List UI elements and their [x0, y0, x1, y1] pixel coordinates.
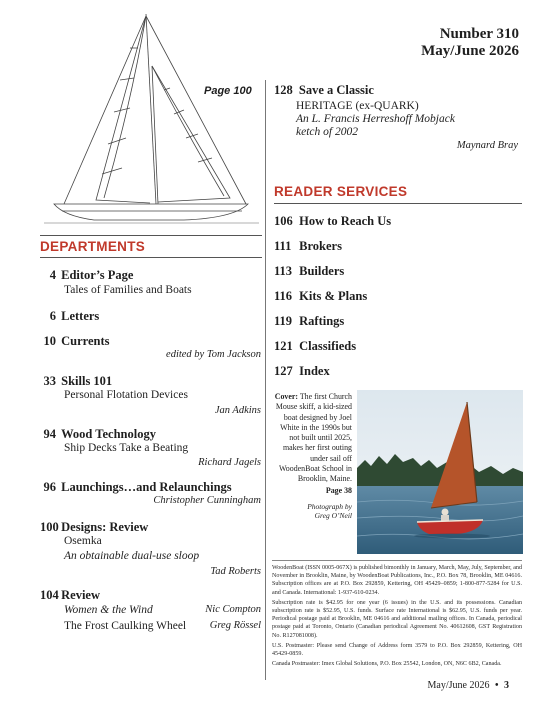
- dept-designs-review[interactable]: 100 Designs: Review: [40, 520, 149, 534]
- dept-designs-review-sub2: An obtainable dual-use sloop: [64, 550, 200, 562]
- pub-info-p2: Subscription rate is $42.95 for one year (6 issues) in the U.S. and its possessions. Canadian subscription rate is $52.95, U.S. funds. Surface rate International is $62.95, U.S. funds per year. Periodical postage paid at Brooklin, ME 04616 and additional mailing offices. In Canada, periodical postage paid at Toronto, Ontario (Canadian periodical Agreement No. 40612608, GST Registration No. R127081008).: [272, 599, 522, 639]
- dept-launchings[interactable]: 96 Launchings…and Relaunchings: [43, 480, 232, 494]
- rs-item-index[interactable]: 127 Index: [274, 364, 330, 378]
- footer: [428, 680, 509, 691]
- page-ref-top: Page 100: [204, 85, 252, 97]
- save-classic-title: Save a Classic: [298, 83, 374, 97]
- dept-launchings-author: Christopher Cunningham: [153, 495, 261, 506]
- dept-editors-page[interactable]: 4 Editor’s Page: [49, 268, 134, 282]
- save-classic-line-3: ketch of 2002: [296, 126, 358, 138]
- issue-info: [421, 26, 519, 60]
- dept-designs-review-sub: Osemka: [64, 535, 102, 547]
- dept-skills-101-sub: Personal Flotation Devices: [64, 389, 188, 401]
- save-classic-entry: [274, 83, 524, 98]
- rs-item-brokers[interactable]: 111 Brokers: [274, 239, 342, 253]
- publication-info: [272, 564, 522, 668]
- cover-photo: [357, 390, 523, 554]
- rs-item-kits-plans[interactable]: 116 Kits & Plans: [274, 289, 368, 303]
- dept-currents-author: edited by Tom Jackson: [166, 349, 261, 360]
- departments-heading: DEPARTMENTS: [40, 239, 146, 254]
- cover-text: The first Church Mouse skiff, a kid-sized boat designed by Joel White in the 1990s but not built until 2025, makes her first outing under sail off WoodenBoat School in Brooklin, Maine.: [275, 392, 352, 484]
- review-author-1: Nic Compton: [205, 604, 261, 615]
- pub-info-p1: WoodenBoat (ISSN 0005-067X) is published bimonthly in January, March, May, July, September, and November in Brooklin, Maine, by WoodenBoat Publications, Inc., P.O. Box 78, Brooklin, ME 04616. Subscription offices are at P.O. Box 292859, Kettering, OH 45429–0859; 1-800-877-5284 for U.S. and Canada. International: 1-937-610-0234.: [272, 565, 522, 596]
- dept-review[interactable]: 104 Review: [40, 588, 100, 602]
- dept-wood-technology-sub: Ship Decks Take a Beating: [64, 442, 189, 454]
- rs-item-raftings[interactable]: 119 Raftings: [274, 314, 345, 328]
- cover-caption: [272, 392, 352, 521]
- cover-page: Page 38: [325, 485, 352, 495]
- review-title-2: The Frost Caulking Wheel: [64, 620, 187, 632]
- cover-label: Cover:: [274, 392, 298, 401]
- rs-item-builders[interactable]: 113 Builders: [274, 264, 345, 278]
- cover-credit-2: Greg O’Neil: [314, 511, 352, 521]
- dept-editors-page-sub: Tales of Families and Boats: [64, 284, 192, 296]
- column-divider: [265, 80, 266, 680]
- footer-bullet: •: [494, 680, 499, 691]
- dept-designs-review-author: Tad Roberts: [210, 566, 261, 577]
- pub-info-p3: U.S. Postmaster: Please send Change of Address form 3579 to P.O. Box 292859, Kettering, OH 45429-0859.: [272, 642, 522, 658]
- dept-wood-technology-author: Richard Jagels: [198, 457, 261, 468]
- review-title-1: Women & the Wind: [64, 604, 153, 616]
- reader-services-rule: [274, 203, 522, 204]
- pub-info-rule: [272, 560, 522, 561]
- sailboat-drawing: [34, 8, 264, 228]
- save-classic-line-2: An L. Francis Herreshoff Mobjack: [296, 113, 455, 125]
- dept-letters[interactable]: 6 Letters: [49, 309, 100, 323]
- footer-page-number: 3: [504, 680, 509, 691]
- rs-item-how-to-reach-us[interactable]: 106 How to Reach Us: [274, 214, 392, 228]
- dept-currents[interactable]: 10 Currents: [43, 334, 110, 348]
- issue-number: Number 310: [439, 26, 519, 42]
- dept-skills-101-author: Jan Adkins: [214, 405, 261, 416]
- departments-rule: [40, 257, 262, 258]
- save-classic-line-1: HERITAGE (ex-QUARK): [296, 100, 419, 112]
- pub-info-p4: Canada Postmaster: Imex Global Solutions, P.O. Box 25542, London, ON, N6C 6B2, Canada.: [272, 661, 502, 668]
- rs-item-classifieds[interactable]: 121 Classifieds: [274, 339, 357, 353]
- dept-wood-technology[interactable]: 94 Wood Technology: [43, 427, 156, 441]
- save-classic-num: 128: [274, 83, 293, 97]
- save-classic-author: Maynard Bray: [456, 140, 518, 151]
- issue-date: May/June 2026: [421, 43, 519, 59]
- footer-date: May/June 2026: [427, 680, 490, 691]
- save-classic-block: [274, 83, 524, 151]
- reader-services-heading: READER SERVICES: [274, 184, 408, 199]
- review-author-2: Greg Rössel: [209, 620, 261, 631]
- left-top-rule: [40, 235, 262, 236]
- cover-credit-1: Photograph by: [307, 501, 352, 511]
- dept-skills-101[interactable]: 33 Skills 101: [43, 374, 113, 388]
